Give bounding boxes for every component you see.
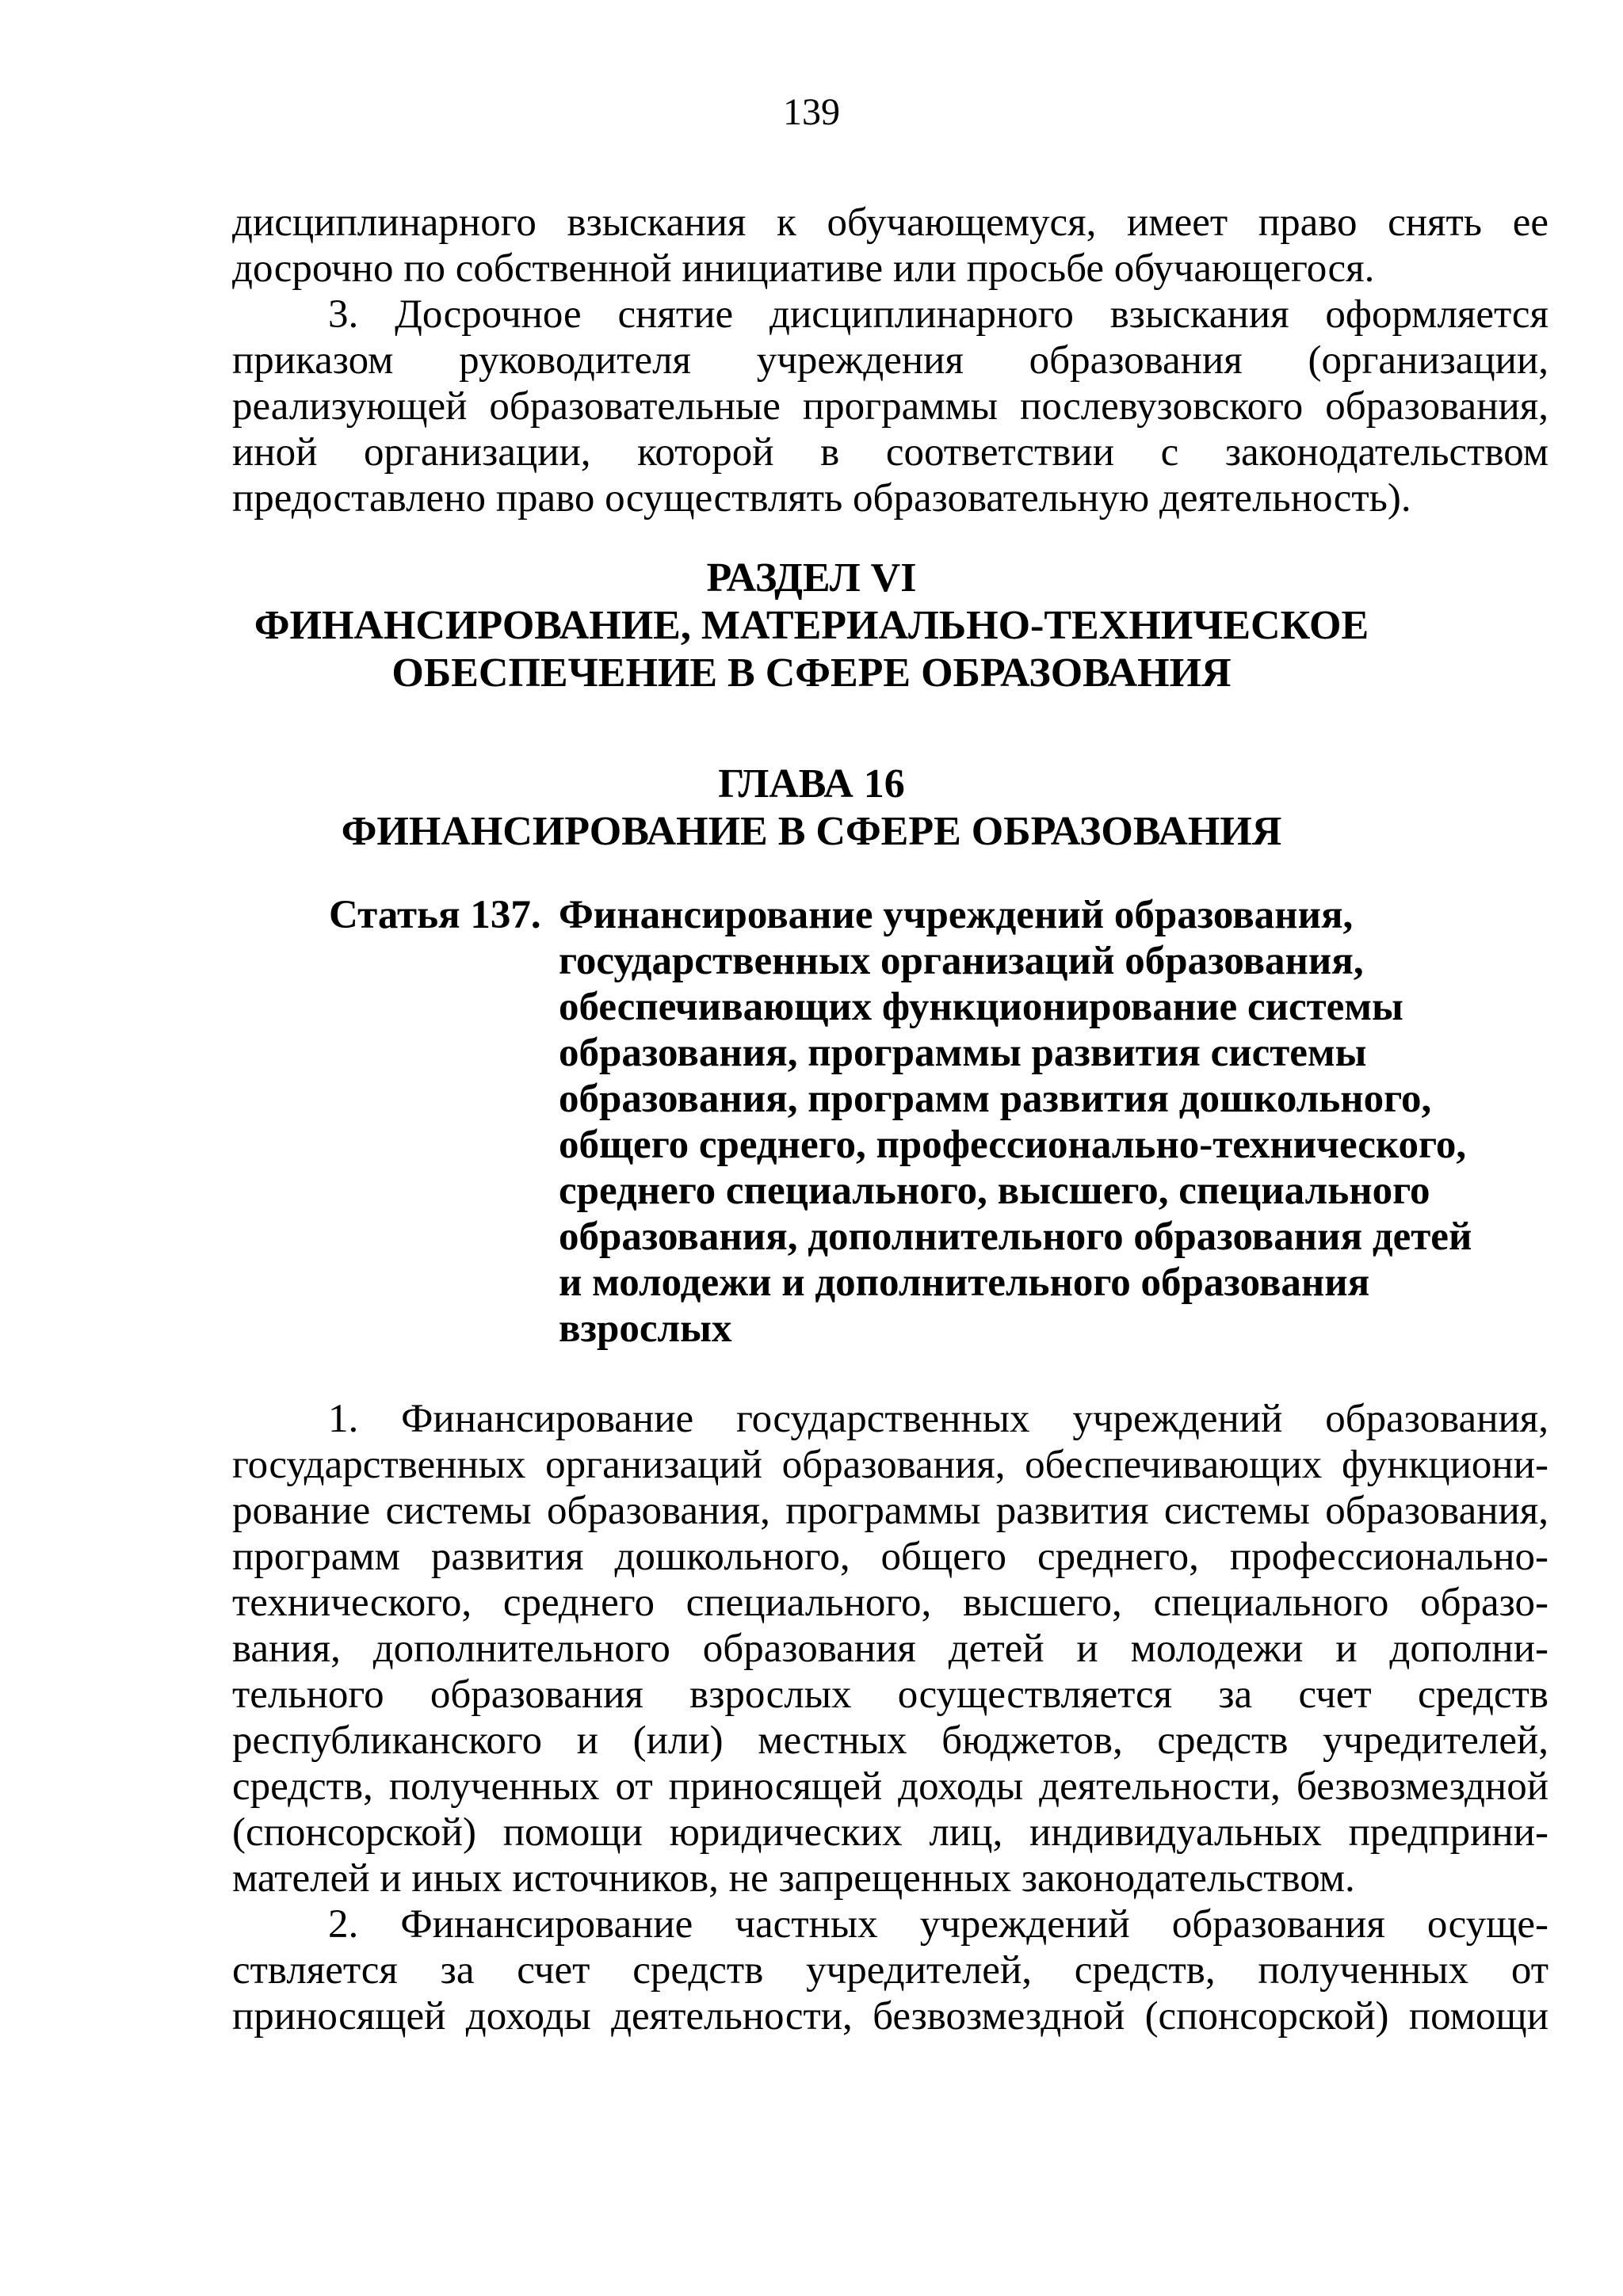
page-number: 139 (783, 91, 840, 133)
text-line: программ развития дошкольного, общего среднего, профессионально- (232, 1535, 1549, 1579)
text-line: 1. Финансирование государственных учреждений образования, (328, 1397, 1549, 1441)
article-title-line: образования, программ развития дошкольного, (559, 1077, 1432, 1121)
text-line: тельного образования взрослых осуществляется за счет средств (232, 1672, 1549, 1717)
text-line: 2. Финансирование частных учреждений образования осуще- (328, 1902, 1549, 1947)
text-line: ствляется за счет средств учредителей, средств, полученных от (232, 1948, 1549, 1993)
article-title-line: среднего специального, высшего, специального (559, 1169, 1430, 1213)
text-line: мателей и иных источников, не запрещенных законодательством. (232, 1856, 1355, 1901)
text-line: вания, дополнительного образования детей и молодежи и дополни- (232, 1627, 1549, 1671)
article-title-line: государственных организаций образования, (559, 939, 1364, 983)
text-line: (спонсорской) помощи юридических лиц, индивидуальных предприни- (232, 1810, 1549, 1855)
section-title-line: ФИНАНСИРОВАНИЕ, МАТЕРИАЛЬНО-ТЕХНИЧЕСКОЕ (254, 603, 1369, 648)
article-title-line: образования, программы развития системы (559, 1031, 1367, 1075)
text-line: республиканского и (или) местных бюджетов, средств учредителей, (232, 1718, 1549, 1763)
text-line: приказом руководителя учреждения образования (организации, (232, 338, 1549, 383)
section-label: РАЗДЕЛ VI (706, 555, 917, 601)
article-title-line: Финансирование учреждений образования, (559, 893, 1354, 937)
text-line: государственных организаций образования, обеспечивающих функциони- (232, 1443, 1549, 1487)
text-line: иной организации, которой в соответствии с законодательством (232, 430, 1549, 475)
chapter-title: ФИНАНСИРОВАНИЕ В СФЕРЕ ОБРАЗОВАНИЯ (341, 809, 1282, 854)
section-title-line: ОБЕСПЕЧЕНИЕ В СФЕРЕ ОБРАЗОВАНИЯ (391, 650, 1232, 696)
text-line: приносящей доходы деятельности, безвозмездной (спонсорской) помощи (232, 1994, 1549, 2039)
text-line: средств, полученных от приносящей доходы деятельности, безвозмездной (232, 1764, 1549, 1809)
chapter-label: ГЛАВА 16 (718, 761, 905, 807)
text-line: досрочно по собственной инициативе или просьбе обучающегося. (232, 246, 1375, 291)
article-title-line: и молодежи и дополнительного образования (559, 1261, 1370, 1305)
text-line: предоставлено право осуществлять образовательную деятельность). (232, 476, 1411, 521)
text-line: 3. Досрочное снятие дисциплинарного взыскания оформляется (328, 292, 1549, 337)
article-title-line: обеспечивающих функционирование системы (559, 985, 1403, 1029)
text-line: технического, среднего специального, высшего, специального образо- (232, 1581, 1549, 1625)
article-title-line: образования, дополнительного образования детей (559, 1215, 1472, 1259)
article-title-line: общего среднего, профессионально-технического, (559, 1123, 1467, 1167)
text-line: реализующей образовательные программы послевузовского образования, (232, 384, 1549, 429)
text-line: дисциплинарного взыскания к обучающемуся, имеет право снять ее (232, 200, 1549, 245)
text-line: рование системы образования, программы развития системы образования, (232, 1489, 1549, 1533)
article-title-line: взрослых (559, 1306, 732, 1351)
article-label: Статья 137. (329, 893, 541, 937)
